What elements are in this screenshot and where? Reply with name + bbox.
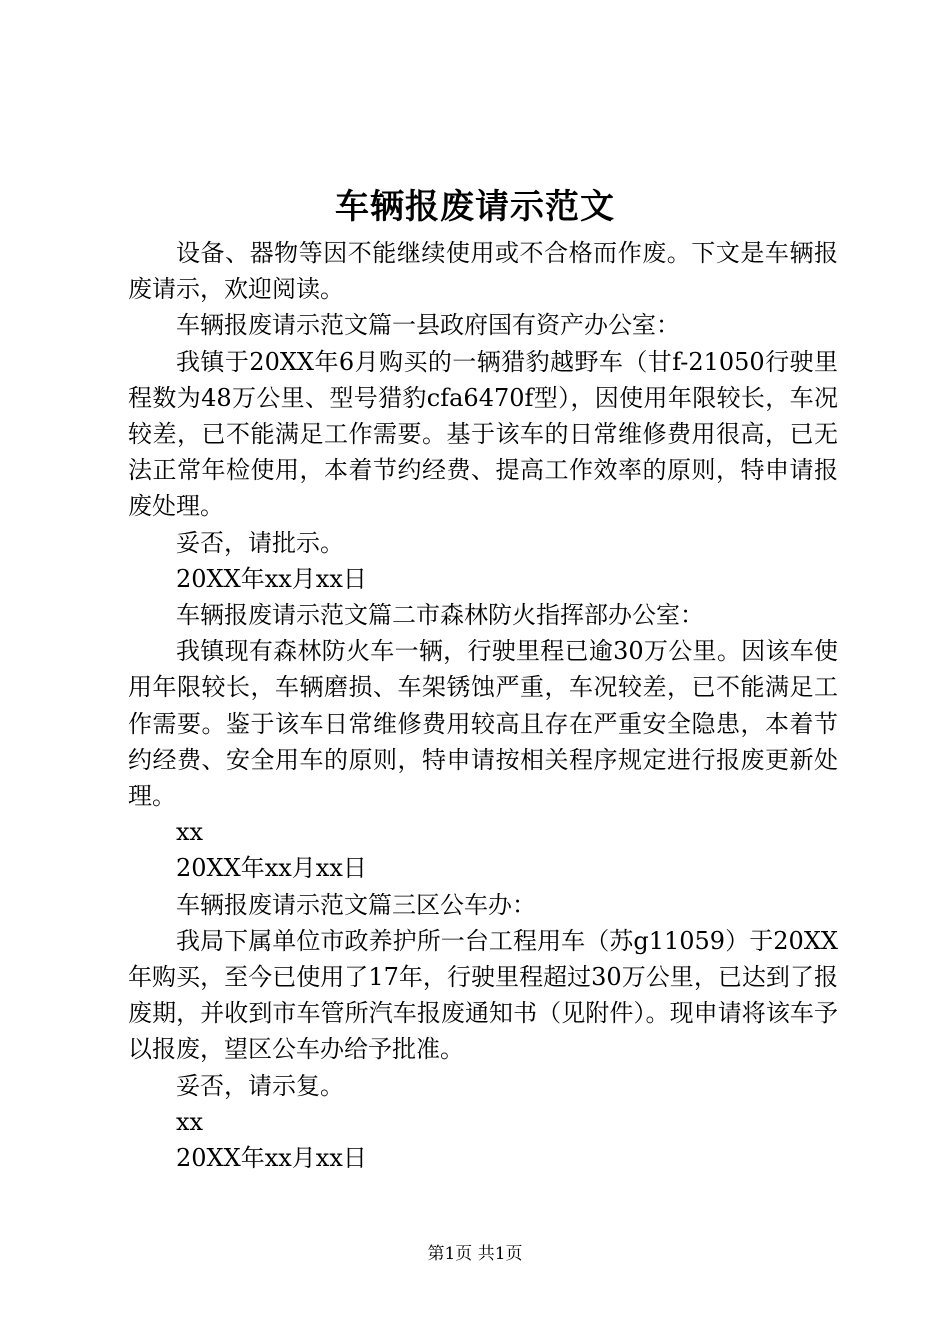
sample-two-heading: 车辆报废请示范文篇二市森林防火指挥部办公室： [176,601,704,630]
document-title: 车辆报废请示范文 [335,187,615,227]
sample-two-date: 20XX年xx月xx日 [176,854,367,883]
sample-one-heading: 车辆报废请示范文篇一县政府国有资产办公室： [176,311,680,340]
document-body [128,235,838,1176]
sample-one-body: 我镇于20XX年6月购买的一辆猎豹越野车（甘f-21050行驶里程数为48万公里、型号猎豹cfa6470f型），因使用年限较长，车况较差，已不能满足工作需要。基于该车的日常维修费用很高，已无法正常年检使用，本着节约经费、提高工作效率的原则，特申请报废处理。 [128,347,838,521]
sample-three-date: 20XX年xx月xx日 [176,1144,367,1173]
sample-one-closing: 妥否，请批示。 [176,528,344,557]
sample-three-closing: 妥否，请示复。 [176,1071,344,1100]
sample-three-body: 我局下属单位市政养护所一台工程用车（苏g11059）于20XX年购买，至今已使用了17年，行驶里程超过30万公里，已达到了报废期，并收到市车管所汽车报废通知书（见附件）。现申请将该车予以报废，望区公车办给予批准。 [128,926,838,1064]
sample-two-signature: xx [176,818,204,847]
sample-one-date: 20XX年xx月xx日 [176,564,367,593]
page-footer: 第1页 共1页 [427,1244,523,1264]
sample-three-signature: xx [176,1107,204,1136]
sample-two-body: 我镇现有森林防火车一辆，行驶里程已逾30万公里。因该车使用年限较长，车辆磨损、车架锈蚀严重，车况较差，已不能满足工作需要。鉴于该车日常维修费用较高且存在严重安全隐患，本着节约经费、安全用车的原则，特申请按相关程序规定进行报废更新处理。 [128,637,838,811]
sample-three-heading: 车辆报废请示范文篇三区公车办： [176,890,536,919]
intro-paragraph: 设备、器物等因不能继续使用或不合格而作废。下文是车辆报废请示，欢迎阅读。 [128,239,838,304]
